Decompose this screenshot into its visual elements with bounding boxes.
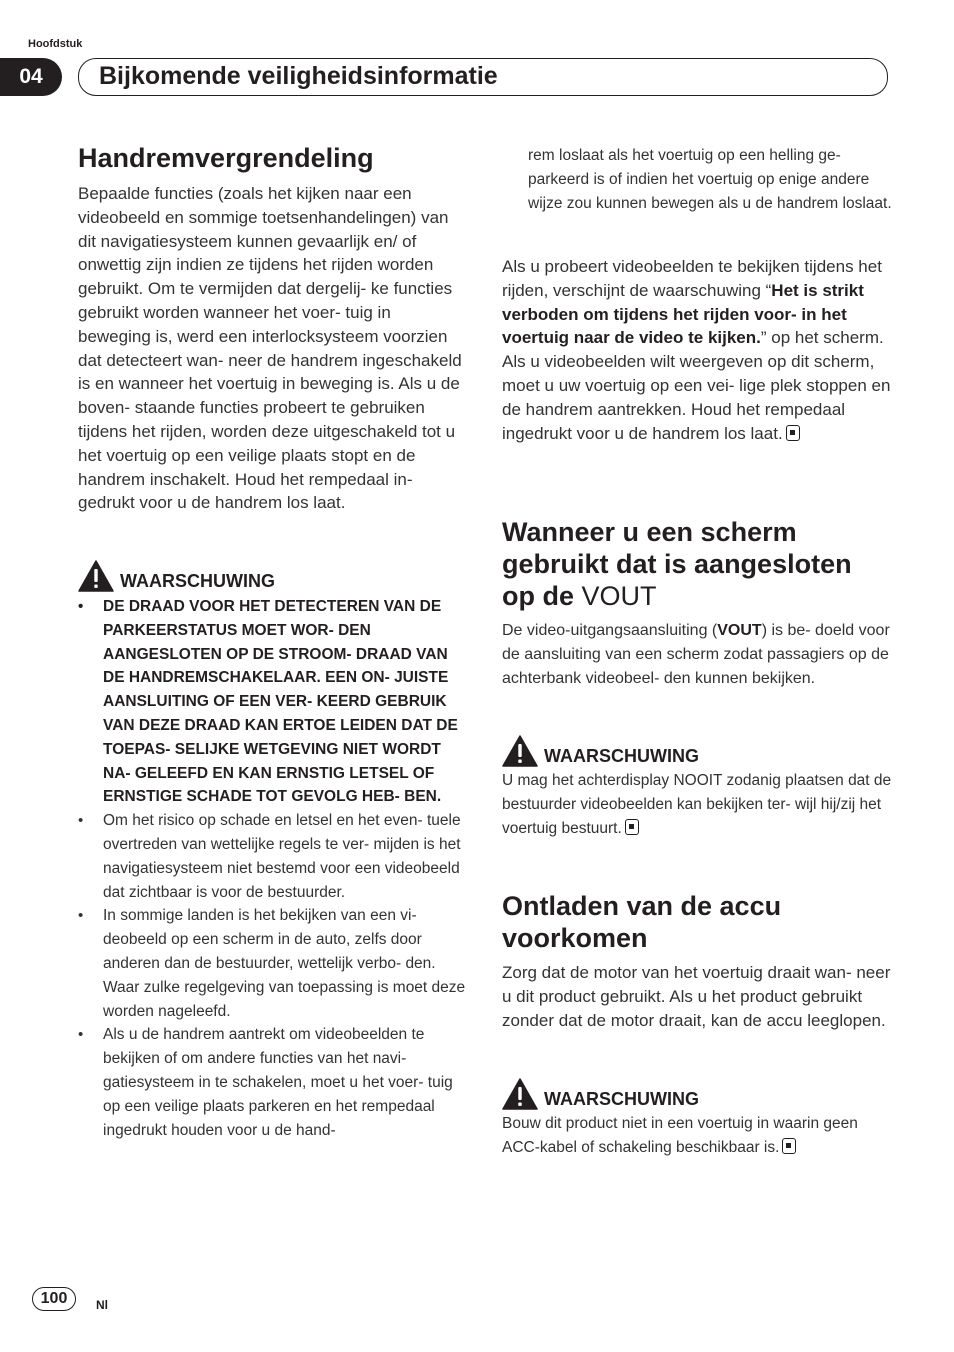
- vout-warning-text-wrap: [502, 769, 892, 840]
- warning-label: WAARSCHUWING: [544, 746, 699, 766]
- warning-header: [78, 558, 466, 592]
- vout-title-term: VOUT: [581, 581, 657, 611]
- language-code: Nl: [96, 1298, 108, 1312]
- handrem-body: Bepaalde functies (zoals het kijken naar een videobeeld en sommige toetsenhandelingen) van dit navigatiesysteem kunnen gevaarlijk en/ of onwettig zijn indien ze tijdens het rijden worden gebruikt. Om te vermijden dat dergelij- ke functies gebruikt worden wanneer het voer- tuig in beweging is, werd een interlocksysteem voorzien dat detecteert wan- neer de handrem ingeschakeld is en wanneer het voertuig in beweging is. Als u de boven- staande functies probeert te gebruiken tijdens het rijden, worden deze uitgeschakeld tot u het voertuig op een veilige plaats stopt en de handrem inschakelt. Houd het rempedaal in- gedrukt voor u de handrem los laat.: [78, 184, 462, 513]
- warning-triangle-icon: [502, 1078, 538, 1110]
- accu-warning-text: Bouw dit product niet in een voertuig in waarin geen ACC-kabel of schakeling beschikbaar is.: [502, 1115, 858, 1156]
- page-number: 100: [32, 1287, 76, 1311]
- vout-body-term: VOUT: [717, 622, 762, 639]
- warning-list: [78, 595, 466, 1142]
- end-mark-icon: [625, 819, 639, 835]
- vout-title-text: Wanneer u een scherm gebruikt dat is aangesloten op de: [502, 517, 852, 611]
- warning-triangle-icon: [502, 735, 538, 767]
- vout-body-pre: De video-uitgangsaansluiting (: [502, 622, 718, 639]
- vout-warning: [502, 733, 892, 840]
- warning-label: WAARSCHUWING: [544, 1089, 699, 1109]
- video-text-bold: Het is strikt verboden om tijdens het rijden voor- in het voertuig naar de video te kijken.: [502, 280, 864, 348]
- chapter-number: 04: [0, 58, 62, 96]
- accu-warning-text-wrap: [502, 1112, 892, 1160]
- chapter-title: Bijkomende veiligheidsinformatie: [99, 62, 498, 90]
- vout-warning-text: U mag het achterdisplay NOOIT zodanig plaatsen dat de bestuurder videobeelden kan bekijken ter- wijl hij/zij het voertuig bestuurt.: [502, 772, 892, 837]
- warning-label: WAARSCHUWING: [120, 571, 275, 591]
- handrem-continued: rem loslaat als het voertuig op een helling ge- parkeerd is of indien het voertuig op enige andere wijze zou kunnen bewegen als u de handrem loslaat.: [528, 147, 892, 212]
- accu-title: Ontladen van de accu voorkomen: [502, 891, 782, 953]
- video-warning-paragraph: [502, 255, 892, 445]
- accu-body: Zorg dat de motor van het voertuig draait wan- neer u dit product gebruikt. Als u het product gebruikt zonder dat de motor draait, kan de accu leeglopen.: [502, 963, 891, 1030]
- list-item: • DE DRAAD VOOR HET DETECTEREN VAN DE PARKEERSTATUS MOET WOR- DEN AANGESLOTEN OP DE STROOM- DRAAD VAN DE HANDREMSCHAKELAAR. EEN ON- JUISTE AANSLUITING OF EEN VER- KEERD GEBRUIK VAN DEZE DRAAD KAN ERTOE LEIDEN DAT DE TOEPAS- SELIJKE WETGEVING NIET WORDT NA- GELEEFD EN KAN ERNSTIG LETSEL OF ERNSTIGE SCHADE TOT GEVOLG HEB- BEN.: [78, 595, 466, 809]
- handrem-title: Handremvergrendeling: [78, 143, 374, 173]
- warning-header: [502, 733, 892, 767]
- vout-body-post: ) is be- doeld voor de aansluiting van een scherm zodat passagiers op de achterbank videobeel- den kunnen bekijken.: [502, 622, 890, 687]
- chapter-title-box: [78, 58, 888, 96]
- vout-title: [502, 516, 892, 612]
- warning-triangle-icon: [78, 560, 114, 592]
- list-item: • Om het risico op schade en letsel en het even- tuele overtreden van wettelijke regels te ver- mijden is het navigatiesysteem niet bestemd voor een videobeeld dat zichtbaar is voor de bestuurder.: [78, 809, 466, 904]
- accu-warning: [502, 1076, 892, 1160]
- video-text-pre: Als u probeert videobeelden te bekijken tijdens het rijden, verschijnt de waarschuwing “: [502, 257, 882, 300]
- end-mark-icon: [786, 425, 800, 441]
- list-item: • Als u de handrem aantrekt om videobeelden te bekijken of om andere functies van het navi- gatiesysteem in te schakelen, moet u het voer- tuig op een veilige plaats parkeren en het rempedaal ingedrukt houden voor u de hand-: [78, 1023, 466, 1142]
- handrem-warning: [78, 558, 466, 1142]
- end-mark-icon: [782, 1138, 796, 1154]
- warning-header: [502, 1076, 892, 1110]
- video-text-post: ” op het scherm. Als u videobeelden wilt weergeven op dit scherm, moet u uw voertuig op een vei- lige plek stoppen en de handrem aantrekken. Houd het rempedaal ingedrukt voor u de handrem los laat.: [502, 328, 891, 443]
- vout-body: [502, 619, 892, 690]
- list-item: • In sommige landen is het bekijken van een vi- deobeeld op een scherm in de auto, zelfs door anderen dan de bestuurder, wettelijk verbo- den. Waar zulke regelgeving van toepassing is moet deze worden nageleefd.: [78, 904, 466, 1023]
- chapter-label: Hoofdstuk: [28, 38, 83, 50]
